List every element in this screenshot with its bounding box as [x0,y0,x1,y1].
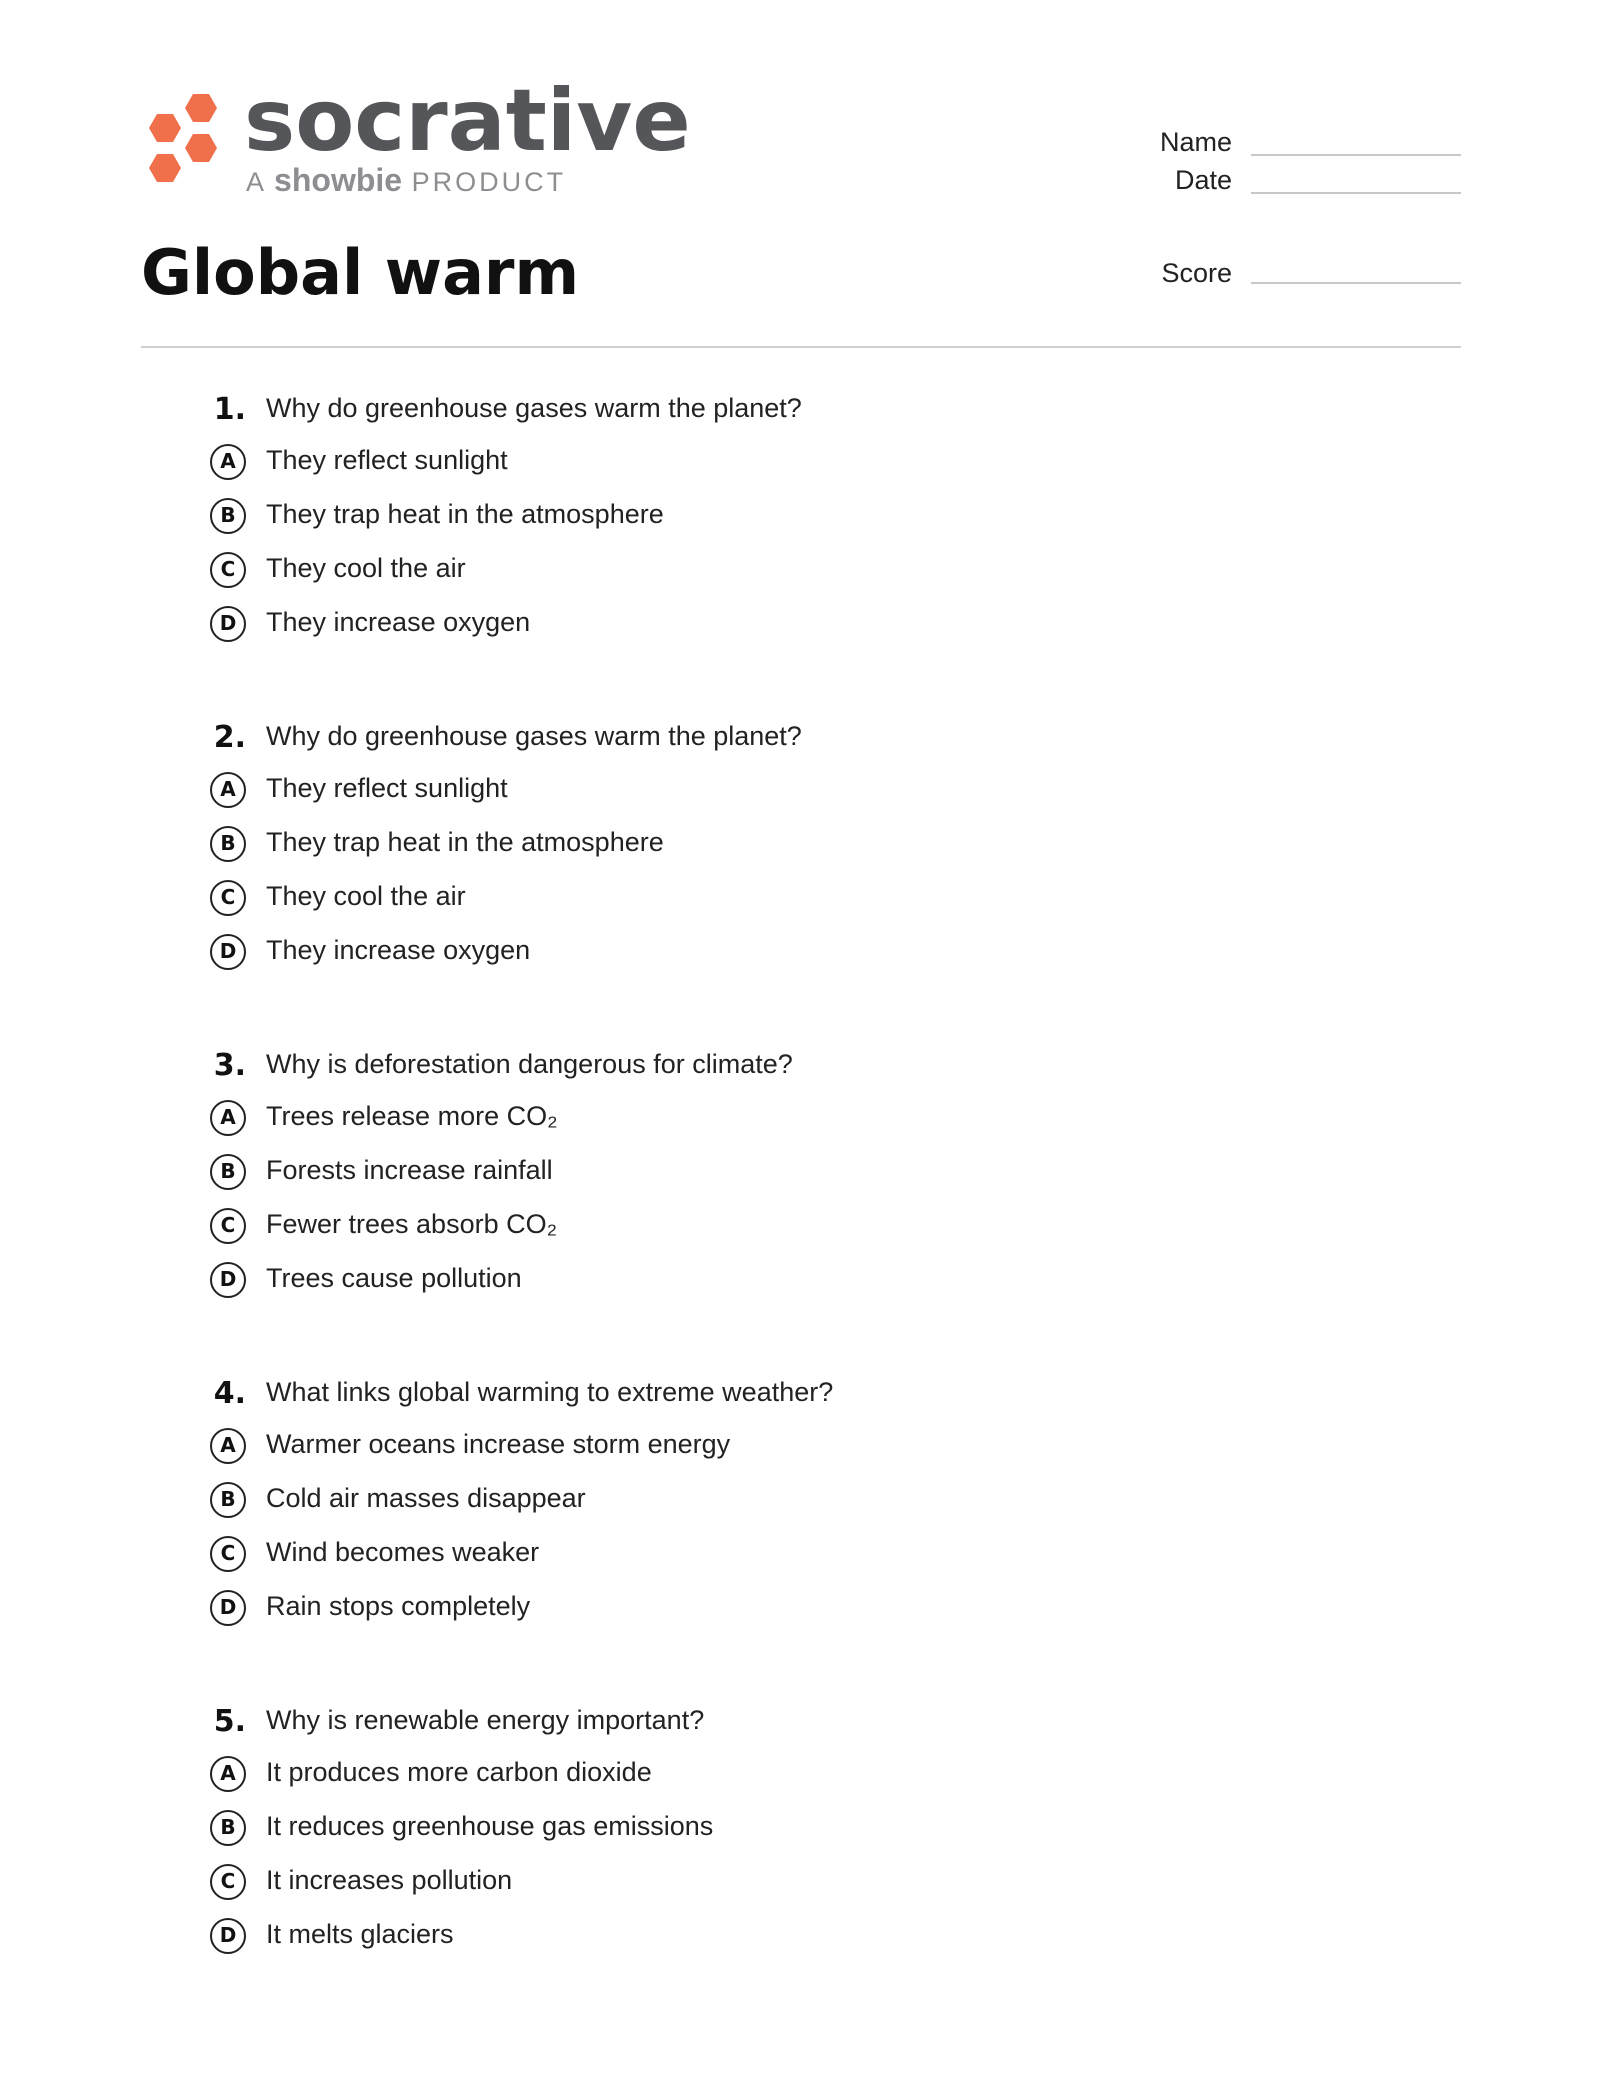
choice-letter-badge: C [210,880,246,916]
choice-letter-badge: A [210,1756,246,1792]
header-divider [141,346,1461,348]
name-label: Name [1159,127,1232,157]
choice-letter-badge: A [210,1428,246,1464]
choice-c[interactable] [0,1864,1000,1904]
choice-text: Rain stops completely [266,1591,531,1621]
choice-b[interactable] [0,498,1000,538]
choice-d[interactable] [0,1918,1000,1958]
question-text: Why is renewable energy important? [266,1705,705,1735]
choice-letter-badge: A [210,1100,246,1136]
choice-text: They increase oxygen [266,935,531,965]
choice-b[interactable] [0,1810,1000,1850]
question-text: What links global warming to extreme weather? [266,1377,834,1407]
choice-a[interactable] [0,772,1000,812]
choice-b[interactable] [0,1154,1000,1194]
choice-text: Trees cause pollution [266,1263,522,1293]
question-text: Why do greenhouse gases warm the planet? [266,393,802,423]
choice-b[interactable] [0,826,1000,866]
choice-text: Cold air masses disappear [266,1483,586,1513]
choice-letter-badge: B [210,1154,246,1190]
choice-letter-badge: C [210,552,246,588]
choice-d[interactable] [0,606,1000,646]
choice-c[interactable] [0,1536,1000,1576]
question-number: 5. [213,1704,246,1739]
choice-letter-badge: B [210,498,246,534]
question-number: 2. [213,720,246,755]
score-line[interactable] [1251,282,1461,284]
tagline-prefix: A [246,167,265,197]
choice-text: They increase oxygen [266,607,531,637]
quiz-title: Global warm [141,236,580,309]
choice-c[interactable] [0,1208,1000,1248]
choice-text: It reduces greenhouse gas emissions [266,1811,714,1841]
hexagon-cluster-icon [141,88,221,188]
choice-text: Warmer oceans increase storm energy [266,1429,731,1459]
choice-letter-badge: D [210,606,246,642]
choice-a[interactable] [0,1100,1000,1140]
choice-text: Wind becomes weaker [266,1537,540,1567]
choice-letter-badge: A [210,444,246,480]
choice-c[interactable] [0,552,1000,592]
tagline-brand: showbie [274,162,403,198]
choice-letter-badge: B [210,1810,246,1846]
choice-text: They reflect sunlight [266,445,508,475]
choice-letter-badge: B [210,826,246,862]
choice-d[interactable] [0,1590,1000,1630]
date-line[interactable] [1251,192,1461,194]
question-number: 3. [213,1048,246,1083]
choice-text: Fewer trees absorb CO₂ [266,1209,558,1239]
choice-text: They cool the air [266,553,466,583]
choice-letter-badge: D [210,1918,246,1954]
choice-letter-badge: B [210,1482,246,1518]
choice-letter-badge: C [210,1864,246,1900]
choice-text: They reflect sunlight [266,773,508,803]
choice-c[interactable] [0,880,1000,920]
choice-d[interactable] [0,934,1000,974]
choice-text: It increases pollution [266,1865,513,1895]
choice-text: It melts glaciers [266,1919,454,1949]
choice-text: Trees release more CO₂ [266,1101,558,1131]
question-text: Why do greenhouse gases warm the planet? [266,721,802,751]
choice-d[interactable] [0,1262,1000,1302]
choice-text: It produces more carbon dioxide [266,1757,652,1787]
date-label: Date [1174,165,1232,195]
score-label: Score [1161,258,1232,288]
choice-text: They trap heat in the atmosphere [266,827,664,857]
name-line[interactable] [1251,154,1461,156]
question-text: Why is deforestation dangerous for climate? [266,1049,793,1079]
choice-a[interactable] [0,444,1000,484]
choice-a[interactable] [0,1756,1000,1796]
choice-letter-badge: D [210,1590,246,1626]
choice-letter-badge: C [210,1208,246,1244]
choice-letter-badge: D [210,934,246,970]
socrative-logo [141,71,691,204]
choice-letter-badge: C [210,1536,246,1572]
choice-text: Forests increase rainfall [266,1155,553,1185]
choice-text: They trap heat in the atmosphere [266,499,664,529]
choice-b[interactable] [0,1482,1000,1522]
choice-text: They cool the air [266,881,466,911]
choice-letter-badge: D [210,1262,246,1298]
question-number: 4. [213,1376,246,1411]
choice-a[interactable] [0,1428,1000,1468]
brand-tagline [246,162,566,199]
tagline-suffix: PRODUCT [411,167,567,197]
question-number: 1. [213,392,246,427]
choice-letter-badge: A [210,772,246,808]
brand-wordmark: socrative [244,71,691,171]
